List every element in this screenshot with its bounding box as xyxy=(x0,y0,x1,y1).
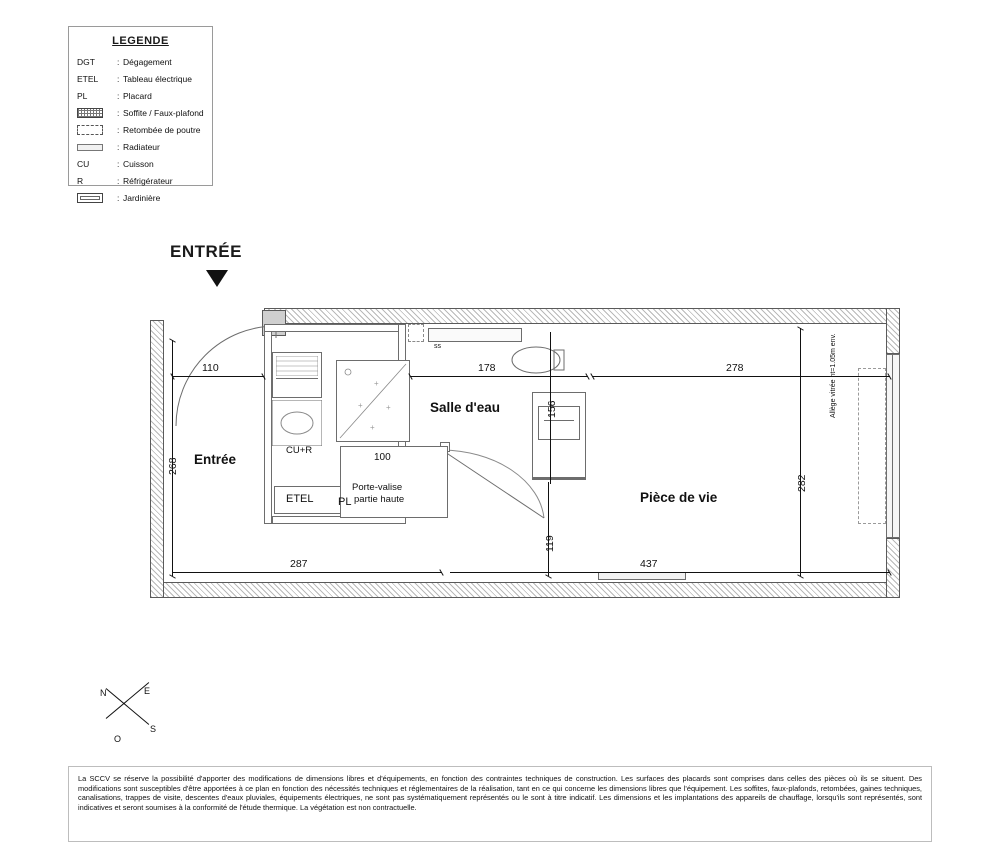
legend-key: DGT xyxy=(77,57,95,67)
legend-swatch-retombee xyxy=(77,125,117,135)
legend-separator: : xyxy=(117,125,120,135)
room-label-salle-deau: Salle d'eau xyxy=(430,400,500,415)
dim-line-119 xyxy=(548,482,549,576)
cooktop-icon xyxy=(276,356,318,376)
washbasin-line xyxy=(544,420,574,421)
legend-box xyxy=(68,26,213,203)
wall-right-bottom xyxy=(886,538,900,598)
closet-line-2: partie haute xyxy=(354,494,405,505)
sink-icon xyxy=(272,400,322,446)
wc-icon xyxy=(510,342,566,378)
partition-entry-top xyxy=(264,324,406,332)
wall-right-top xyxy=(886,308,900,354)
svg-text:+: + xyxy=(370,423,375,432)
wall-top xyxy=(264,308,900,324)
legend-item xyxy=(77,73,206,85)
shower-icon xyxy=(336,360,410,442)
legend-separator: : xyxy=(117,142,120,152)
dim-278: 278 xyxy=(726,362,744,374)
washbasin xyxy=(538,406,580,440)
legend-title: LEGENDE xyxy=(112,35,169,47)
svg-text:+: + xyxy=(358,401,363,410)
dim-156: 156 xyxy=(546,400,558,418)
dim-tick xyxy=(797,574,804,578)
dim-tick xyxy=(545,574,552,578)
radiateur-swatch-icon xyxy=(77,144,103,151)
legend-value: Retombée de poutre xyxy=(123,125,201,135)
legend-item xyxy=(77,141,206,153)
legend-item xyxy=(77,90,206,102)
legend-value: Soffite / Faux-plafond xyxy=(123,108,204,118)
room-label-entree: Entrée xyxy=(194,452,237,467)
dim-tick xyxy=(169,574,176,578)
legend-item xyxy=(77,124,206,136)
glazing-centerline xyxy=(892,354,893,538)
dim-line-178 xyxy=(410,376,588,377)
jardiniere-swatch-icon xyxy=(77,193,103,203)
legal-footer: La SCCV se réserve la possibilité d'apporter des modifications de dimensions libres et d'équipements, en fonction des contraintes techniques de construction. Les surfaces des placards sont comprises dans celles des pièces où ils se situent. Des modifications sont susceptibles d'être apportées à ce plan en fonction des nécessités techniques et réglementaires de la réalisation, tant en ce qui concerne les dimensions libres que l'équipement. Les soffites, faux-plafonds, retombées, gaines techniques, canalisations, trappes de visite, descentes d'eaux pluviales, équipements électriques, ne sont pas systématiquement représentés ou le sont à titre indicatif. Les dimensions et les implantations des appareils de chauffage, lorsqu'ils sont représentés, sont indicatives et seront soumises à la conformité de l'étude thermique. La végétation est non contractuelle. xyxy=(68,766,932,842)
bathroom-ceiling-box xyxy=(428,328,522,342)
svg-text:+: + xyxy=(386,403,391,412)
compass-rose xyxy=(100,672,170,752)
legend-value: Jardinière xyxy=(123,193,161,203)
dim-282: 282 xyxy=(796,474,808,492)
dim-line-110 xyxy=(172,376,264,377)
legend-item xyxy=(77,158,206,170)
kitchen-cu-r-label: CU+R xyxy=(286,445,313,456)
bathroom-door-swing-icon xyxy=(440,448,550,524)
legend-separator: : xyxy=(117,159,120,169)
dim-line-287 xyxy=(172,572,442,573)
compass-west: O xyxy=(114,734,122,744)
legend-separator: : xyxy=(117,193,120,203)
legend-separator: : xyxy=(117,57,120,67)
legend-value: Dégagement xyxy=(123,57,172,67)
legend-value: Radiateur xyxy=(123,142,160,152)
legend-item xyxy=(77,107,206,119)
legend-key: ETEL xyxy=(77,74,99,84)
wall-left xyxy=(150,320,164,598)
pl-label: PL xyxy=(338,496,352,508)
compass-axis-2 xyxy=(106,688,150,725)
dim-110: 110 xyxy=(202,362,219,374)
dim-tick xyxy=(585,373,589,380)
legend-item xyxy=(77,192,206,204)
entrance-title: ENTRÉE xyxy=(170,242,242,261)
dim-287: 287 xyxy=(290,558,308,570)
legend-value: Réfrigérateur xyxy=(123,176,173,186)
etel-label: ETEL xyxy=(286,493,314,505)
wall-bottom xyxy=(150,582,900,598)
dim-tick xyxy=(439,569,443,576)
closet-width-label: 100 xyxy=(374,452,391,463)
legend-value: Cuisson xyxy=(123,159,154,169)
legend-swatch-soffite xyxy=(77,108,117,118)
legend-separator: : xyxy=(117,176,120,186)
triangle-down-icon xyxy=(206,270,228,287)
soffite-swatch-icon xyxy=(77,108,103,118)
dim-line-278 xyxy=(592,376,890,377)
compass-north: N xyxy=(100,688,107,698)
legend-item xyxy=(77,56,206,68)
dim-178: 178 xyxy=(478,362,496,374)
dim-line-437 xyxy=(450,572,890,573)
dim-119: 119 xyxy=(544,535,556,552)
room-label-piece-de-vie: Pièce de vie xyxy=(640,490,718,505)
dim-268: 268 xyxy=(167,457,179,475)
legend-separator: : xyxy=(117,108,120,118)
partition-entry-left xyxy=(264,324,272,524)
dim-line-282 xyxy=(800,328,801,576)
legend-item xyxy=(77,175,206,187)
svg-text:+: + xyxy=(374,379,379,388)
legend-value: Placard xyxy=(123,91,152,101)
legend-swatch-radiateur xyxy=(77,144,117,151)
window-glazing-right xyxy=(886,354,900,538)
glazing-swing-dashed xyxy=(858,368,886,524)
compass-east: E xyxy=(144,686,151,696)
ss-label: ss xyxy=(434,343,441,350)
compass-south: S xyxy=(150,724,157,734)
legend-swatch-jardiniere xyxy=(77,193,117,203)
legend-key: CU xyxy=(77,159,90,169)
legend-separator: : xyxy=(117,91,120,101)
duct-dashed xyxy=(408,324,424,342)
legend-separator: : xyxy=(117,74,120,84)
floor-plan xyxy=(140,300,900,605)
legend-key: PL xyxy=(77,91,88,101)
dim-437: 437 xyxy=(640,558,658,570)
closet-line-1: Porte-valise xyxy=(352,482,403,493)
kitchen-line xyxy=(276,378,318,379)
legend-value: Tableau électrique xyxy=(123,74,192,84)
legend-key: R xyxy=(77,176,84,186)
compass-axis-1 xyxy=(106,682,150,719)
retombee-swatch-icon xyxy=(77,125,103,135)
radiator-living xyxy=(598,572,686,580)
